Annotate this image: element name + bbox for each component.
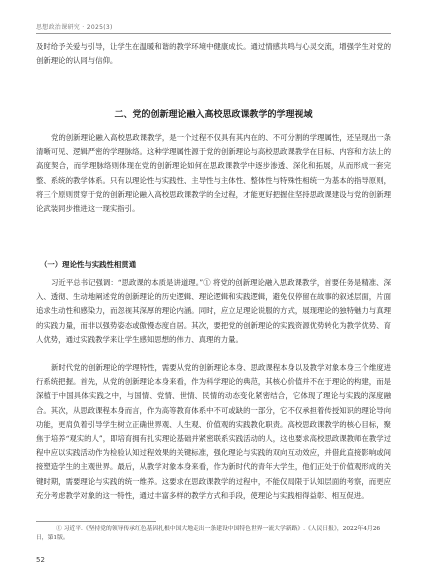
body-paragraph-2: 习近平总书记强调：“思政课的本质是讲道理。”① 将党的创新理论融入思政课教学，首要任务是精准、深入、透彻、生动地阐述党的创新理论的历史逻辑、理论逻辑和实践逻辑，避免仅停留在故事的叙述层面，片面追求生动性和感染力，而忽视其深厚的理论内涵。同时，应立足理论说服的方式，展现理论的独特魅力与真理的实践力量，而非以强势姿态或傲慢态度自居。其次，要把党的创新理论的实践资源优势转化为教学优势、育人优势，通过实践教学来让学生感知思想的伟力、真理的力量。 — [36, 278, 391, 344]
body-paragraph-1: 党的创新理论融入高校思政课教学，是一个过程不仅具有其内在的、不可分割的学理属性，还呈现出一条清晰可见、逻辑严密的学理脉络。这种学理属性源于党的创新理论与高校思政课教学在目标、内容和方法上的高度契合，而学理脉络则体现在党的创新理论如何在思政课教学中逐步渗透、深化和拓展，从而形成一套完整、系统的教学体系。只有以理论性与实践性、主导性与主体性、整体性与特殊性相统一为基本的指导原则，将三个原则贯穿于党的创新理论融入高校思政课教学的全过程，才能更好把握住坚持思政课建设与党的创新理论武装同步推进这一现实指引。 — [36, 133, 391, 214]
section-title: 二、党的创新理论融入高校思政课教学的学理视域 — [114, 110, 313, 120]
header-rule — [36, 33, 391, 34]
running-header: 思想政治课研究 · 2025(3) — [36, 24, 113, 31]
page-number: 52 — [36, 556, 45, 564]
footnote: ① 习近平.《坚持党的领导传承红色基因扎根中国大地走出一条建设中国特色世界一流大学新路》.《人民日报》，2022年4月26日，第1版。 — [36, 526, 381, 541]
subsection-title: （一）理论性与实践性相贯通 — [40, 260, 137, 269]
intro-paragraph: 及时给予关爱与引导，让学生在温暖和谐的教学环境中健康成长。通过情感共鸣与心灵交流，增强学生对党的创新理论的认同与信仰。 — [36, 42, 391, 66]
body-paragraph-3: 新时代党的创新理论的学理特性，需要从党的创新理论本身、思政课程本身以及教学对象本身三个维度进行系统把握。首先，从党的创新理论本身来看，作为科学理论的典范，其核心价值并不在于理论的构建，而是深植于中国具体实践之中，与国情、党情、世情、民情的动态变化紧密结合，它体现了理论与实践的深度融合。其次，从思政课程本身而言，作为高等教育体系中不可或缺的一部分，它不仅承担着传授知识的理论导向功能，更肩负着引导学生树立正确世界观、人生观、价值观的实践教化职责。高校思政课教学的核心目标，聚焦于培养“观实的人”，即培育拥有扎实理论基础并紧密联系实践活动的人，这也要求高校思政课教师在教学过程中应以实践活动作为检验认知过程效果的关键标准，强化理论与实践的双向互动效应，并借此直接影响或间接塑造学生的主观世界。最后，从教学对象本身来看，作为新时代的青年大学生，他们正处于价值观形成的关键时期，需要理论与实践的统一维养。这要求在思政课教学的过程中，不能仅局限于认知层面的考察，而更应充分考虑教学对象的这一特性，通过丰富多样的教学方式和手段，使理论与实践相得益彰、相互促进。 — [36, 363, 391, 500]
footnote-rule — [36, 521, 156, 522]
